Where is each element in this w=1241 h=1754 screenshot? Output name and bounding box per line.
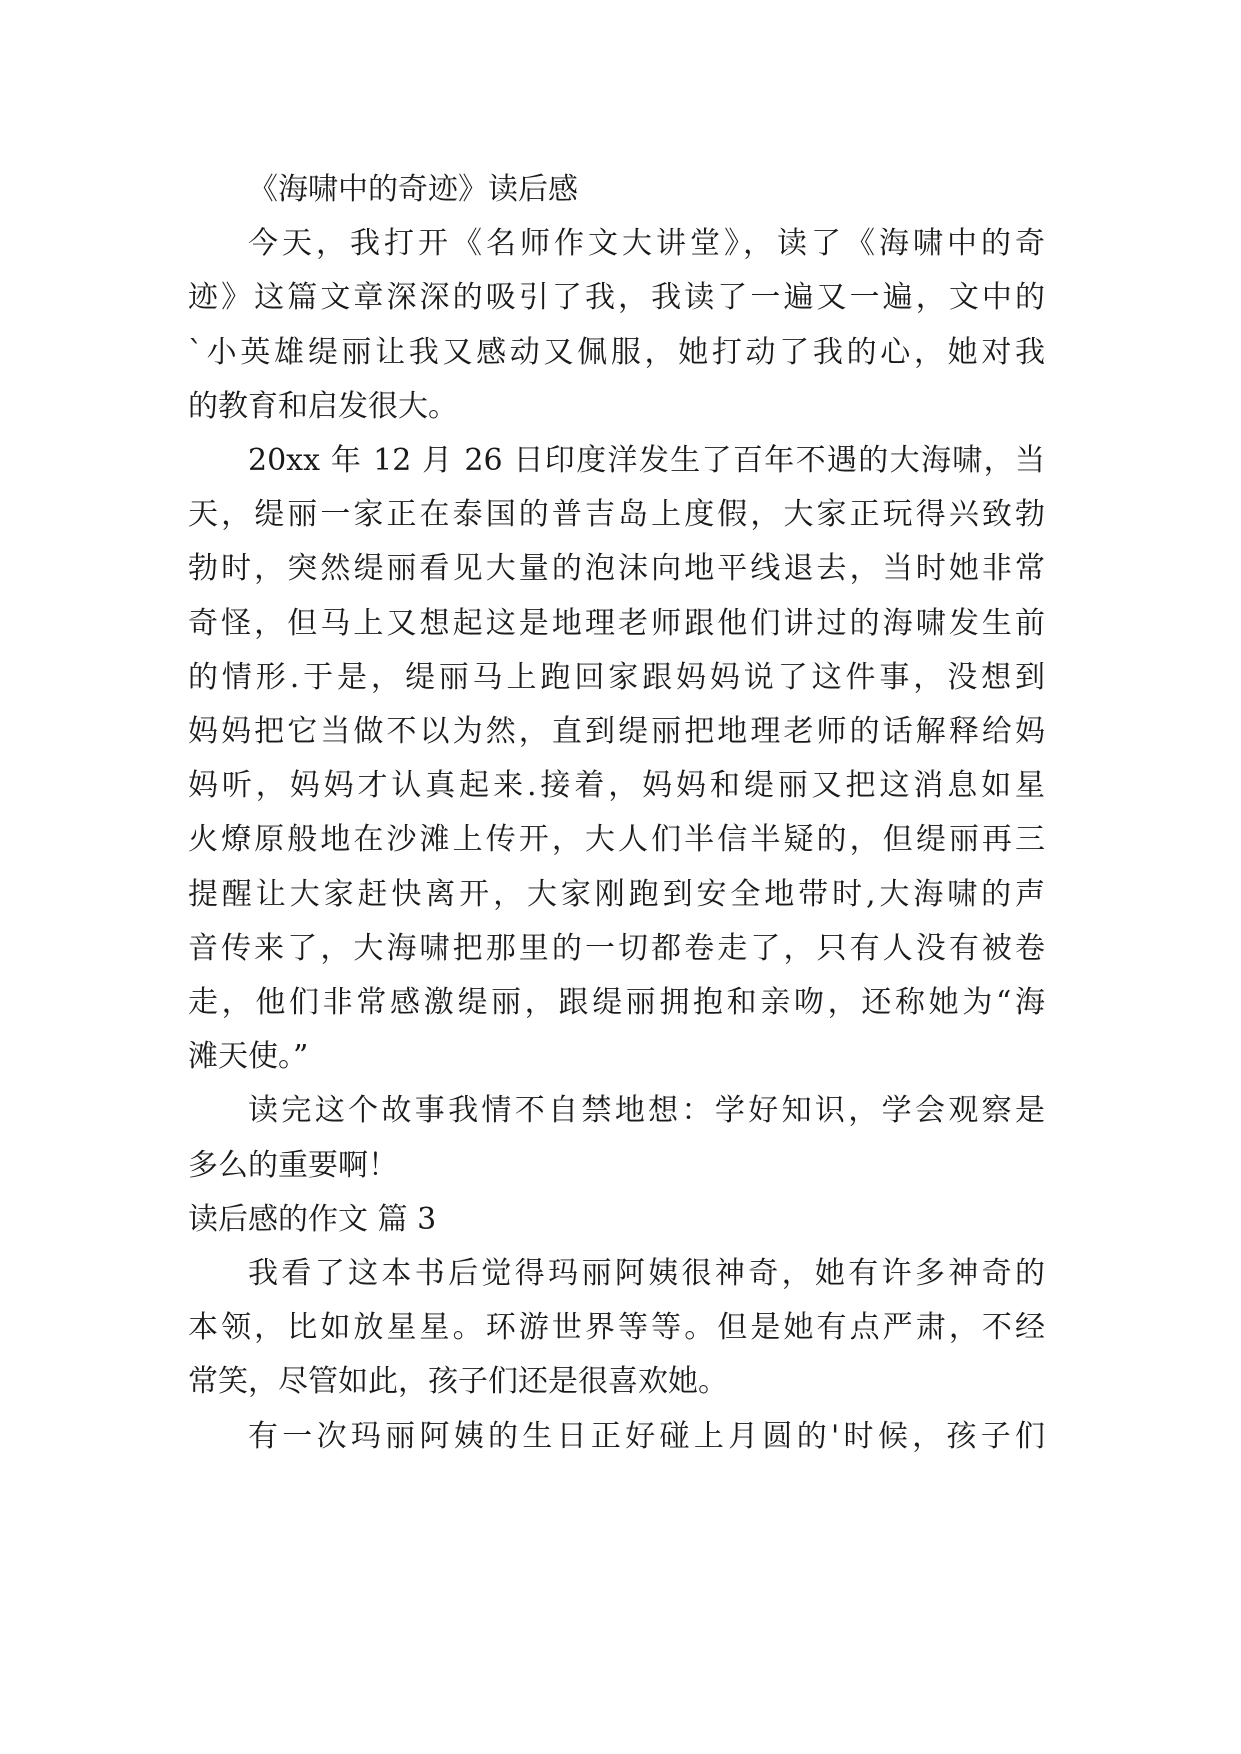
text-line: 的教育和启发很大。 (188, 389, 458, 424)
section-heading: 读后感的作文 篇 3 (188, 1202, 437, 1237)
text-line: `小英雄缇丽让我又感动又佩服，她打动了我的心，她对我 (188, 335, 1045, 370)
text-line: 天，缇丽一家正在泰国的普吉岛上度假，大家正玩得兴致勃 (188, 497, 1045, 532)
text-line: 的情形.于是，缇丽马上跑回家跟妈妈说了这件事，没想到 (188, 660, 1045, 695)
text-line: 我看了这本书后觉得玛丽阿姨很神奇，她有许多神奇的 (248, 1256, 1045, 1291)
text-line: 读完这个故事我情不自禁地想：学好知识，学会观察是 (248, 1093, 1045, 1128)
essay-title: 《海啸中的奇迹》读后感 (248, 172, 578, 207)
text-line: 走，他们非常感激缇丽，跟缇丽拥抱和亲吻，还称她为“海 (188, 985, 1045, 1020)
text-line: 20xx 年 12 月 26 日印度洋发生了百年不遇的大海啸，当 (248, 443, 1045, 478)
text-line: 提醒让大家赶快离开，大家刚跑到安全地带时,大海啸的声 (188, 877, 1045, 912)
text-line: 多么的重要啊！ (188, 1148, 398, 1183)
text-line: 今天，我打开《名师作文大讲堂》，读了《海啸中的奇 (248, 226, 1045, 261)
text-line: 妈妈把它当做不以为然，直到缇丽把地理老师的话解释给妈 (188, 714, 1045, 749)
text-line: 妈听，妈妈才认真起来.接着，妈妈和缇丽又把这消息如星 (188, 768, 1045, 803)
text-line: 勃时，突然缇丽看见大量的泡沫向地平线退去，当时她非常 (188, 551, 1045, 586)
text-line: 滩天使。” (188, 1039, 309, 1074)
text-line: 本领，比如放星星。环游世界等等。但是她有点严肃，不经 (188, 1310, 1045, 1345)
text-line: 常笑，尽管如此，孩子们还是很喜欢她。 (188, 1364, 728, 1399)
text-line: 奇怪，但马上又想起这是地理老师跟他们讲过的海啸发生前 (188, 606, 1045, 641)
text-line: 迹》这篇文章深深的吸引了我，我读了一遍又一遍，文中的 (188, 280, 1045, 315)
text-line: 音传来了，大海啸把那里的一切都卷走了，只有人没有被卷 (188, 931, 1045, 966)
text-line: 火燎原般地在沙滩上传开，大人们半信半疑的，但缇丽再三 (188, 822, 1045, 857)
text-line: 有一次玛丽阿姨的生日正好碰上月圆的'时候，孩子们 (248, 1419, 1045, 1454)
